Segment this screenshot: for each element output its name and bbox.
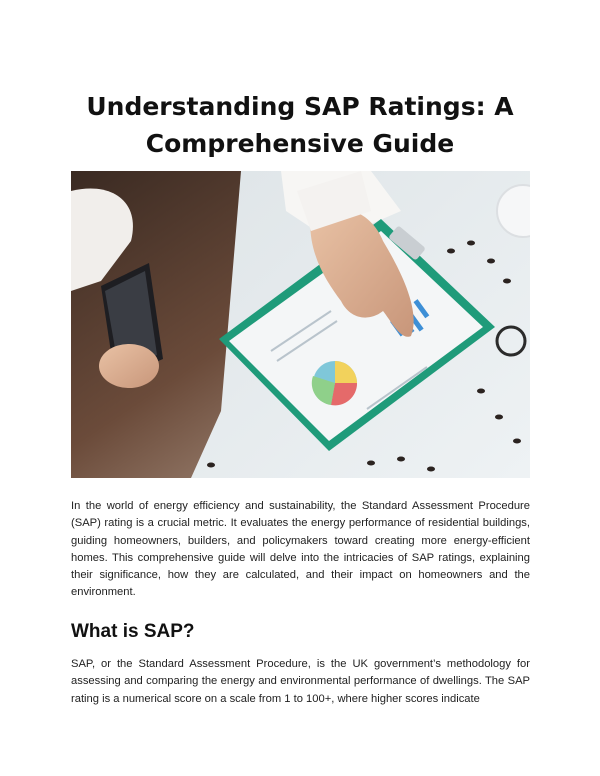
article-title: Understanding SAP Ratings: A Comprehensive Guide <box>86 92 514 158</box>
intro-paragraph: In the world of energy efficiency and sustainability, the Standard Assessment Procedure (SAP) rating is a crucial metric. It evaluates the energy performance of residential buildings, guiding homeowners, builders, and policymakers toward creating more energy-efficient homes. This comprehensive guide will delve into the intricacies of SAP ratings, explaining their significance, how they are calculated, and their impact on homeowners and the environment. <box>71 500 530 599</box>
hand-left <box>99 344 159 388</box>
section-heading: What is SAP? <box>71 621 195 642</box>
hero-photo <box>71 171 530 478</box>
section-paragraph: SAP, or the Standard Assessment Procedure, is the UK government’s methodology for assessing and comparing the energy and environmental performance of dwellings. The SAP rating is a numerical score on a scale from 1 to 100+, where higher scores indicate <box>71 658 530 705</box>
